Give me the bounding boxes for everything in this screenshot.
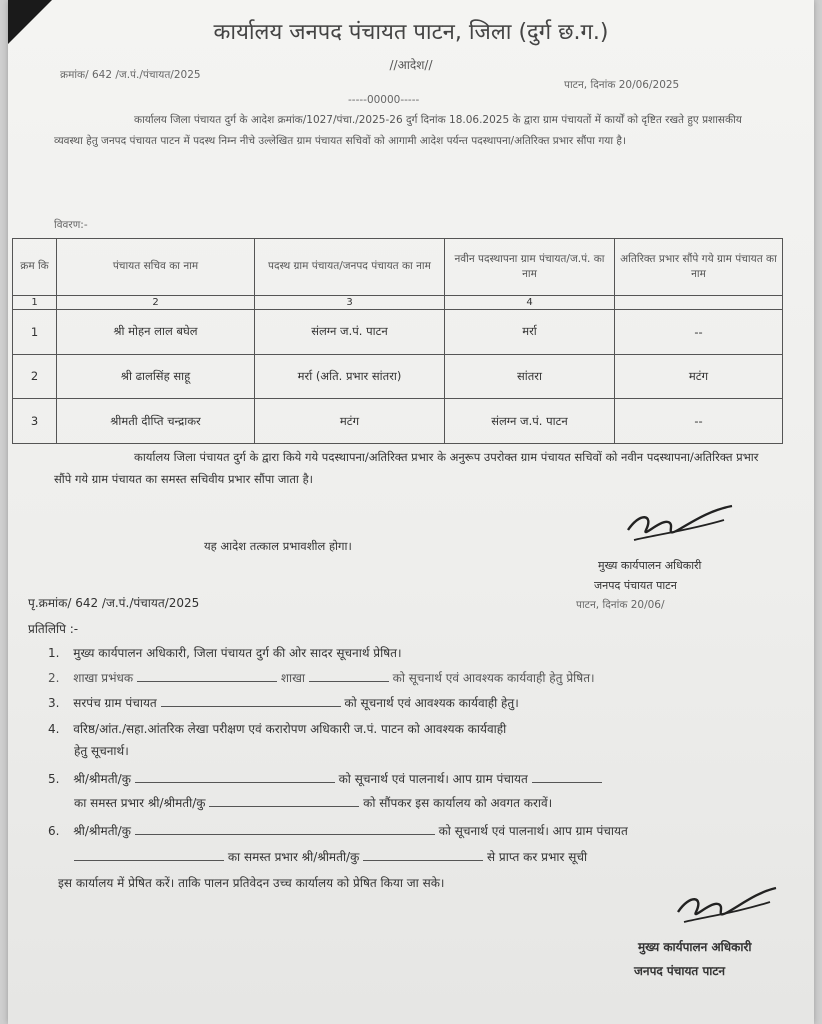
table-cell: -- — [615, 399, 783, 444]
item-number: 5. — [48, 772, 60, 786]
signature-mark — [620, 500, 740, 550]
blank-line — [135, 782, 335, 783]
table-cell: मटंग — [255, 399, 445, 444]
table-cell: 3 — [13, 399, 57, 444]
order-date: पाटन, दिनांक 20/06/2025 — [564, 79, 680, 91]
copy-reference: पृ.क्रमांक/ 642 /ज.पं./पंचायत/2025 — [28, 596, 200, 610]
item-text: को सूचनार्थ एवं आवश्यक कार्यवाही हेतु। — [344, 696, 519, 710]
table-cell: मटंग — [615, 354, 783, 399]
signatory-designation: मुख्य कार्यपालन अधिकारी — [638, 940, 752, 954]
table-cell: मर्रा — [445, 310, 615, 355]
table-row — [13, 354, 783, 399]
signatory-office: जनपद पंचायत पाटन — [594, 579, 677, 592]
list-item-continuation — [74, 794, 552, 811]
copy-date: पाटन, दिनांक 20/06/ — [576, 599, 665, 611]
item-text: से प्राप्त कर प्रभार सूची — [486, 850, 588, 864]
signature-mark — [672, 880, 782, 930]
item-text: श्री/श्रीमती/कु — [73, 772, 131, 786]
item-number: 2. — [48, 671, 60, 685]
header-additional-charge: अतिरिक्त प्रभार सौंपे गये ग्राम पंचायत का नाम — [615, 239, 783, 296]
intro-paragraph: कार्यालय जिला पंचायत दुर्ग के आदेश क्रमांक/1027/पंचा./2025-26 दुर्ग दिनांक 18.06.2025 के द्वारा ग्राम पंचायतों में कार्यों को दृष्टित रखते हुए प्रशासकीय व्यवस्था हेतु जनपद पंचायत पाटन में पदस्थ निम्न नीचे उल्लेखित ग्राम पंचायत सचिवों को आगामी आदेश पर्यन्त पदस्थापना/अतिरिक्त प्रभार सौंपा गया है। — [54, 114, 742, 147]
item-text: वरिष्ठ/आंत./सहा.आंतरिक लेखा परीक्षण एवं करारोपण अधिकारी ज.पं. पाटन को आवश्यक कार्यवाही — [73, 722, 507, 736]
table-cell: श्री मोहन लाल बघेल — [57, 310, 255, 355]
item-text: को सूचनार्थ एवं पालनार्थ। आप ग्राम पंचायत — [338, 772, 528, 786]
table-cell: श्री ढालसिंह साहू — [57, 354, 255, 399]
document-page — [8, 0, 814, 1024]
list-item — [48, 822, 628, 839]
item-text: को सौंपकर इस कार्यालय को अवगत करावें। — [363, 796, 553, 810]
effect-statement: यह आदेश तत्काल प्रभावशील होगा। — [204, 539, 352, 553]
item-text: को सूचनार्थ एवं आवश्यक कार्यवाही हेतु प्रेषित। — [392, 671, 595, 685]
item-number: 1. — [48, 646, 60, 660]
col-number: 4 — [445, 295, 615, 309]
header-serial: क्रम कि — [13, 239, 57, 296]
order-reference: क्रमांक/ 642 /ज.पं./पंचायत/2025 — [60, 69, 201, 81]
item-text: शाखा — [280, 671, 306, 685]
blank-line — [363, 860, 483, 861]
item-text: मुख्य कार्यपालन अधिकारी, जिला पंचायत दुर्ग की ओर सादर सूचनार्थ प्रेषित। — [73, 646, 402, 660]
table-cell: -- — [615, 310, 783, 355]
table-cell: सांतरा — [445, 354, 615, 399]
item-number: 3. — [48, 696, 60, 710]
header-new-posting: नवीन पदस्थापना ग्राम पंचायत/ज.पं. का नाम — [445, 239, 615, 296]
posting-table — [12, 238, 783, 444]
table-row — [13, 310, 783, 355]
col-number: 3 — [255, 295, 445, 309]
blank-line — [74, 860, 224, 861]
item-text: सरपंच ग्राम पंचायत — [73, 696, 157, 710]
blank-line — [209, 806, 359, 807]
table-cell: संलग्न ज.पं. पाटन — [445, 399, 615, 444]
copy-label: प्रतिलिपि :- — [28, 622, 79, 636]
table-row — [13, 399, 783, 444]
details-label: विवरण:- — [54, 219, 88, 231]
item-text: को सूचनार्थ एवं पालनार्थ। आप ग्राम पंचायत — [438, 824, 628, 838]
list-item — [48, 644, 402, 661]
table-cell: 2 — [13, 354, 57, 399]
blank-line — [532, 782, 602, 783]
blank-line — [309, 681, 389, 682]
col-number — [615, 295, 783, 309]
item-text: शाखा प्रभंधक — [73, 671, 134, 685]
blank-line — [137, 681, 277, 682]
list-item — [48, 669, 595, 686]
list-item-continuation — [74, 848, 587, 865]
item-text: इस कार्यालय में प्रेषित करें। ताकि पालन प्रतिवेदन उच्च कार्यालय को प्रेषित किया जा सके। — [58, 876, 445, 890]
table-cell: मर्रा (अति. प्रभार सांतरा) — [255, 354, 445, 399]
blank-line — [161, 706, 341, 707]
list-item — [48, 694, 519, 711]
list-item — [48, 720, 506, 737]
header-current-posting: पदस्थ ग्राम पंचायत/जनपद पंचायत का नाम — [255, 239, 445, 296]
table-number-row — [13, 295, 783, 309]
item-number: 6. — [48, 824, 60, 838]
blank-line — [135, 834, 435, 835]
item-number: 4. — [48, 722, 60, 736]
item-text: का समस्त प्रभार श्री/श्रीमती/कु — [74, 796, 206, 810]
divider-ornament: -----00000----- — [348, 94, 420, 106]
item-text: का समस्त प्रभार श्री/श्रीमती/कु — [227, 850, 360, 864]
item-text: हेतु सूचनार्थ। — [74, 744, 129, 758]
signatory-office: जनपद पंचायत पाटन — [634, 964, 726, 978]
order-heading: //आदेश// — [389, 58, 433, 72]
table-cell: संलग्न ज.पं. पाटन — [255, 310, 445, 355]
body-paragraph: कार्यालय जिला पंचायत दुर्ग के द्वारा किये गये पदस्थापना/अतिरिक्त प्रभार के अनुरूप उपरोक्त ग्राम पंचायत सचिवों को नवीन पदस्थापना/अतिरिक्त प्रभार सौंपे गये ग्राम पंचायत का समस्त सचिवीय प्रभार सौंपा जाता है। — [54, 450, 759, 486]
signatory-designation: मुख्य कार्यपालन अधिकारी — [598, 559, 702, 572]
table-cell: 1 — [13, 310, 57, 355]
table-header-row — [13, 239, 783, 296]
header-secretary-name: पंचायत सचिव का नाम — [57, 239, 255, 296]
table-cell: श्रीमती दीप्ति चन्द्राकर — [57, 399, 255, 444]
item-text: श्री/श्रीमती/कु — [73, 824, 131, 838]
list-item — [48, 770, 602, 787]
col-number: 2 — [57, 295, 255, 309]
office-title: कार्यालय जनपद पंचायत पाटन, जिला (दुर्ग छ.ग.) — [213, 20, 609, 45]
col-number: 1 — [13, 295, 57, 309]
